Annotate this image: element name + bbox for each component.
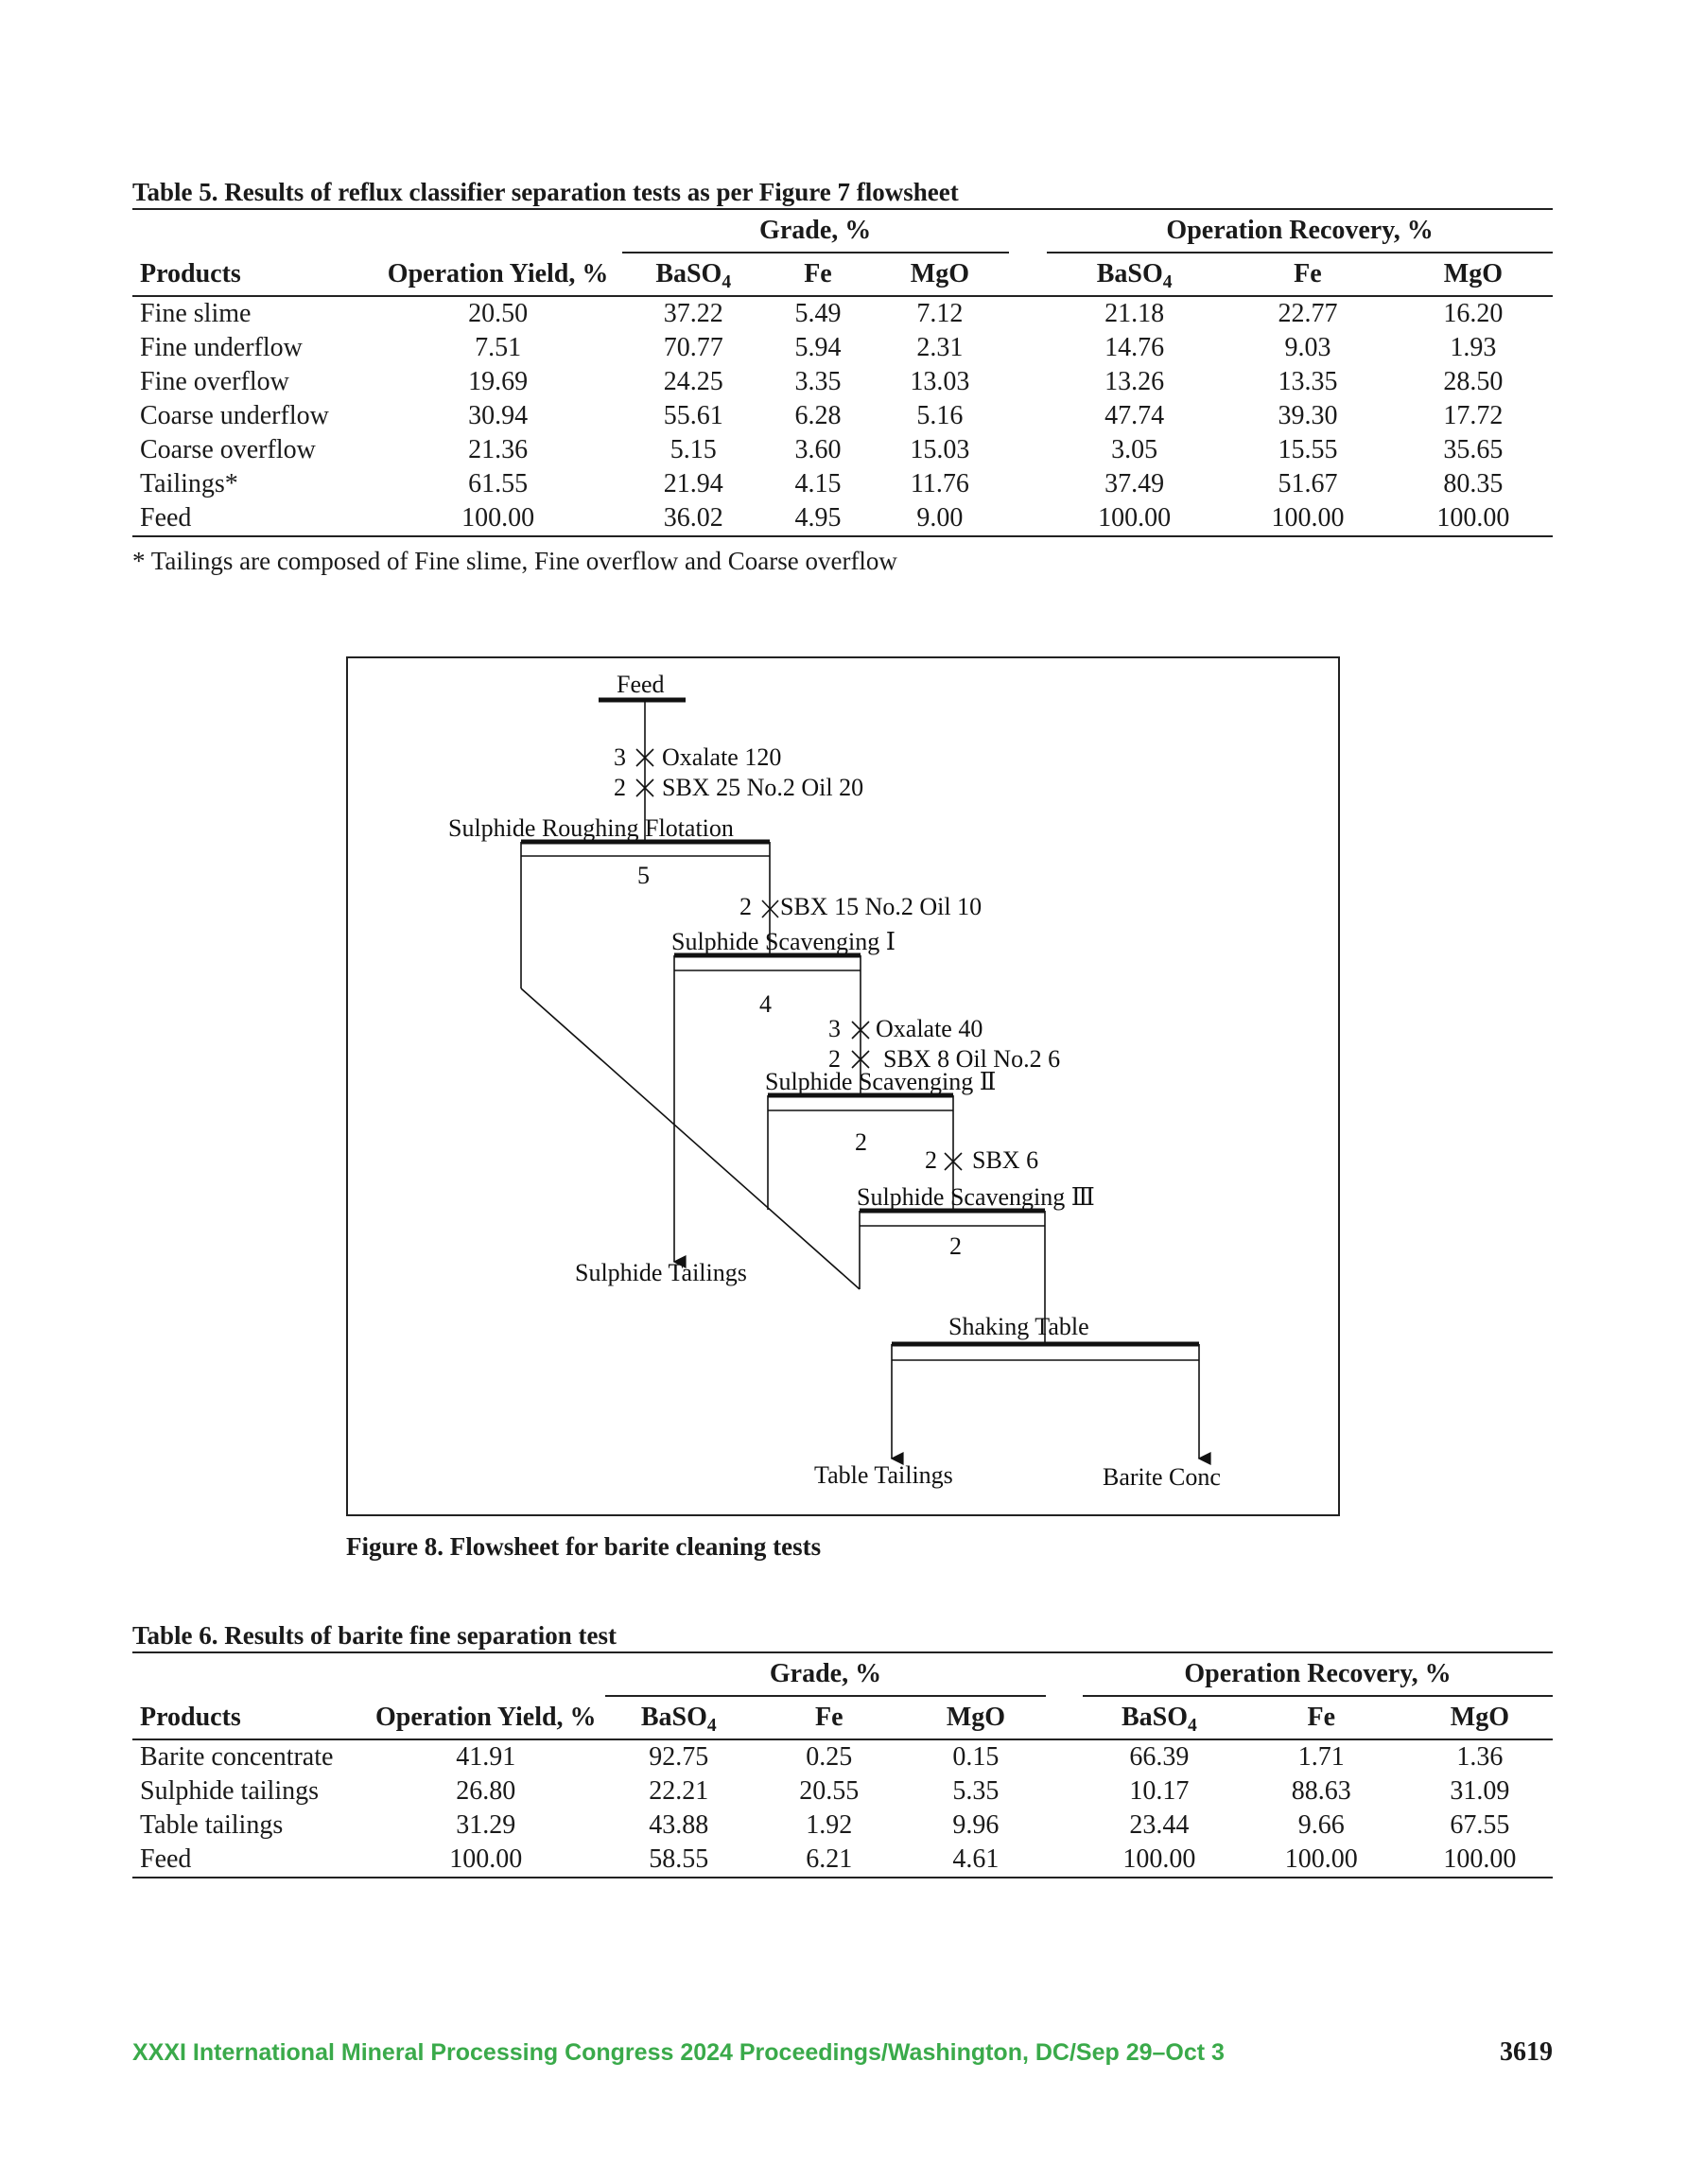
grade-mgo-cell: 0.15 — [952, 1742, 1000, 1772]
table-row — [132, 399, 1553, 433]
grade-baso4-cell: 5.15 — [670, 435, 717, 464]
recovery-group-header: Operation Recovery, % — [1083, 1652, 1553, 1696]
product-cell: Barite concentrate — [140, 1742, 334, 1772]
grade-baso4-cell: 92.75 — [649, 1742, 709, 1772]
yield-cell: 100.00 — [461, 503, 535, 533]
scav3-reagent-num: 2 — [925, 1146, 937, 1174]
table-5 — [132, 176, 1553, 537]
table-6-grid — [132, 1651, 1553, 1878]
feed-label: Feed — [617, 671, 665, 698]
table-6 — [132, 1619, 1553, 1878]
recovery-fe-cell: 22.77 — [1278, 299, 1338, 328]
scav2-time: 2 — [855, 1128, 867, 1156]
product-cell: Tailings* — [140, 469, 238, 498]
grade-baso4-cell: 43.88 — [649, 1810, 709, 1840]
scav1-reagent-num: 2 — [739, 893, 752, 920]
col-products: Products — [140, 258, 241, 288]
grade-fe-cell: 4.95 — [794, 503, 842, 533]
recovery-fe-cell: 13.35 — [1278, 367, 1338, 396]
grade-group-header: Grade, % — [622, 209, 1009, 253]
recovery-group-header: Operation Recovery, % — [1047, 209, 1553, 253]
table-row — [132, 501, 1553, 536]
scav1-label: Sulphide Scavenging Ⅰ — [671, 928, 896, 955]
recovery-baso4-cell: 10.17 — [1129, 1776, 1190, 1806]
recovery-mgo-cell: 80.35 — [1443, 469, 1504, 498]
grade-mgo-cell: 11.76 — [910, 469, 969, 498]
table-row — [132, 296, 1553, 331]
grade-baso4-cell: 36.02 — [663, 503, 723, 533]
grade-mgo-cell: 9.00 — [916, 503, 964, 533]
grade-fe-cell: 3.60 — [794, 435, 842, 464]
table-row — [132, 433, 1553, 467]
recovery-baso4-cell: 21.18 — [1104, 299, 1165, 328]
sulphide-tailings-label: Sulphide Tailings — [575, 1259, 747, 1286]
recovery-fe-cell: 100.00 — [1284, 1844, 1358, 1874]
col-yield: Operation Yield, % — [387, 258, 609, 288]
proceedings-footer: XXXI International Mineral Processing Congress 2024 Proceedings/Washington, DC/Sep 29–Oct 3 — [132, 2039, 1225, 2066]
grade-fe-cell: 0.25 — [806, 1742, 853, 1772]
recovery-mgo-cell: 31.09 — [1450, 1776, 1510, 1806]
recovery-baso4-cell: 100.00 — [1122, 1844, 1196, 1874]
recovery-fe-cell: 9.03 — [1284, 333, 1331, 362]
grade-fe-cell: 5.94 — [794, 333, 842, 362]
scav2-reagent-2-text: SBX 8 Oil No.2 6 — [883, 1045, 1061, 1073]
recovery-fe-cell: 1.71 — [1297, 1742, 1345, 1772]
grade-fe-cell: 1.92 — [806, 1810, 853, 1840]
scav3-time: 2 — [949, 1232, 962, 1260]
recovery-baso4-cell: 14.76 — [1104, 333, 1165, 362]
grade-fe-cell: 6.28 — [794, 401, 842, 430]
table-row — [132, 365, 1553, 399]
grade-mgo-cell: 9.96 — [952, 1810, 1000, 1840]
col-yield: Operation Yield, % — [374, 1702, 597, 1732]
product-cell: Coarse overflow — [140, 435, 316, 464]
scav2-reagent-1-text: Oxalate 40 — [876, 1015, 983, 1042]
recovery-mgo-cell: 35.65 — [1443, 435, 1504, 464]
col-recovery-mgo: MgO — [1443, 259, 1503, 288]
table-5-grid — [132, 208, 1553, 537]
recovery-baso4-cell: 3.05 — [1111, 435, 1158, 464]
product-cell: Feed — [140, 503, 192, 533]
product-cell: Table tailings — [140, 1810, 284, 1840]
table-5-caption: Table 5. Results of reflux classifier separation tests as per Figure 7 flowsheet — [132, 178, 959, 206]
yield-cell: 100.00 — [449, 1844, 523, 1874]
table-5-group-row — [132, 209, 1553, 253]
recovery-fe-cell: 51.67 — [1278, 469, 1338, 498]
grade-fe-cell: 5.49 — [794, 299, 842, 328]
col-grade-baso4: BaSO$_4$ — [640, 1703, 717, 1736]
table-row — [132, 1739, 1553, 1774]
grade-baso4-cell: 37.22 — [663, 299, 723, 328]
table-row — [132, 1843, 1553, 1878]
recovery-baso4-cell: 100.00 — [1098, 503, 1172, 533]
grade-baso4-cell: 55.61 — [663, 401, 723, 430]
figure-8-flowsheet — [346, 656, 1340, 1516]
yield-cell: 61.55 — [468, 469, 529, 498]
scav2-reagent-2-num: 2 — [828, 1045, 841, 1073]
col-recovery-baso4: BaSO$_4$ — [1096, 259, 1173, 292]
recovery-mgo-cell: 100.00 — [1443, 1844, 1517, 1874]
grade-mgo-cell: 15.03 — [910, 435, 970, 464]
grade-fe-cell: 3.35 — [794, 367, 842, 396]
product-cell: Feed — [140, 1844, 192, 1874]
scav3-reagent-text: SBX 6 — [972, 1146, 1039, 1174]
table-6-header-row — [132, 1696, 1553, 1739]
reagent-1-num: 3 — [614, 743, 626, 771]
product-cell: Fine slime — [140, 299, 252, 328]
product-cell: Fine underflow — [140, 333, 303, 362]
grade-baso4-cell: 70.77 — [663, 333, 723, 362]
grade-baso4-cell: 21.94 — [663, 469, 723, 498]
recovery-mgo-cell: 17.72 — [1443, 401, 1504, 430]
table-row — [132, 1808, 1553, 1843]
table-6-group-row — [132, 1652, 1553, 1696]
recovery-baso4-cell: 37.49 — [1104, 469, 1165, 498]
table-6-caption: Table 6. Results of barite fine separation test — [132, 1621, 617, 1650]
barite-conc-label: Barite Conc — [1103, 1463, 1221, 1491]
col-grade-mgo: MgO — [946, 1703, 1006, 1732]
grade-baso4-cell: 24.25 — [663, 367, 723, 396]
col-recovery-baso4: BaSO$_4$ — [1122, 1703, 1197, 1736]
table-5-header-row — [132, 253, 1553, 296]
grade-baso4-cell: 22.21 — [649, 1776, 709, 1806]
scav2-reagent-1-num: 3 — [828, 1015, 841, 1042]
yield-cell: 19.69 — [468, 367, 529, 396]
flowsheet-diagram — [348, 658, 1338, 1514]
grade-mgo-cell: 2.31 — [916, 333, 964, 362]
table-tailings-label: Table Tailings — [814, 1461, 953, 1489]
product-cell: Coarse underflow — [140, 401, 329, 430]
recovery-mgo-cell: 100.00 — [1436, 503, 1510, 533]
recovery-baso4-cell: 47.74 — [1104, 401, 1165, 430]
col-grade-fe: Fe — [814, 1703, 844, 1732]
scav1-reagent-text: SBX 15 No.2 Oil 10 — [780, 893, 983, 920]
recovery-fe-cell: 15.55 — [1278, 435, 1338, 464]
table-row — [132, 467, 1553, 501]
recovery-mgo-cell: 16.20 — [1443, 299, 1504, 328]
col-grade-fe: Fe — [804, 259, 832, 288]
recovery-baso4-cell: 13.26 — [1104, 367, 1165, 396]
figure-8-caption: Figure 8. Flowsheet for barite cleaning tests — [346, 1532, 822, 1561]
yield-cell: 41.91 — [456, 1742, 516, 1772]
grade-group-header: Grade, % — [605, 1652, 1047, 1696]
col-recovery-fe: Fe — [1294, 259, 1322, 288]
yield-cell: 21.36 — [468, 435, 529, 464]
roughing-label: Sulphide Roughing Flotation — [448, 814, 734, 842]
scav1-time: 4 — [759, 990, 772, 1018]
col-products: Products — [140, 1702, 241, 1732]
yield-cell: 30.94 — [468, 401, 529, 430]
recovery-fe-cell: 100.00 — [1271, 503, 1345, 533]
recovery-fe-cell: 88.63 — [1291, 1776, 1351, 1806]
yield-cell: 7.51 — [475, 333, 522, 362]
grade-fe-cell: 6.21 — [806, 1844, 853, 1874]
scav3-label: Sulphide Scavenging Ⅲ — [857, 1183, 1095, 1211]
recovery-mgo-cell: 28.50 — [1443, 367, 1504, 396]
table-5-note: * Tailings are composed of Fine slime, Fine overflow and Coarse overflow — [132, 547, 897, 575]
col-grade-mgo: MgO — [910, 259, 969, 288]
yield-cell: 20.50 — [468, 299, 529, 328]
col-recovery-fe: Fe — [1307, 1703, 1336, 1732]
recovery-mgo-cell: 1.36 — [1456, 1742, 1504, 1772]
grade-mgo-cell: 7.12 — [916, 299, 964, 328]
reagent-2-num: 2 — [614, 774, 626, 801]
recovery-baso4-cell: 66.39 — [1129, 1742, 1190, 1772]
grade-mgo-cell: 4.61 — [952, 1844, 1000, 1874]
table-row — [132, 331, 1553, 365]
recovery-fe-cell: 9.66 — [1297, 1810, 1345, 1840]
product-cell: Sulphide tailings — [140, 1776, 319, 1806]
grade-fe-cell: 4.15 — [794, 469, 842, 498]
col-grade-baso4: BaSO$_4$ — [655, 259, 732, 292]
recovery-mgo-cell: 67.55 — [1450, 1810, 1510, 1840]
grade-mgo-cell: 5.16 — [916, 401, 964, 430]
yield-cell: 26.80 — [456, 1776, 516, 1806]
reagent-1-text: Oxalate 120 — [662, 743, 782, 771]
recovery-mgo-cell: 1.93 — [1450, 333, 1497, 362]
col-recovery-mgo: MgO — [1450, 1703, 1510, 1732]
recovery-fe-cell: 39.30 — [1278, 401, 1338, 430]
reagent-2-text: SBX 25 No.2 Oil 20 — [662, 774, 864, 801]
grade-mgo-cell: 13.03 — [910, 367, 970, 396]
scav2-label: Sulphide Scavenging Ⅱ — [765, 1068, 997, 1095]
shaking-table-label: Shaking Table — [948, 1313, 1089, 1340]
yield-cell: 31.29 — [456, 1810, 516, 1840]
table-row — [132, 1774, 1553, 1808]
page-number: 3619 — [1500, 2037, 1553, 2067]
recovery-baso4-cell: 23.44 — [1129, 1810, 1190, 1840]
grade-mgo-cell: 5.35 — [952, 1776, 1000, 1806]
roughing-froth-diagonal — [521, 988, 860, 1289]
grade-fe-cell: 20.55 — [799, 1776, 860, 1806]
grade-baso4-cell: 58.55 — [649, 1844, 709, 1874]
product-cell: Fine overflow — [140, 367, 289, 396]
roughing-time: 5 — [637, 862, 650, 889]
